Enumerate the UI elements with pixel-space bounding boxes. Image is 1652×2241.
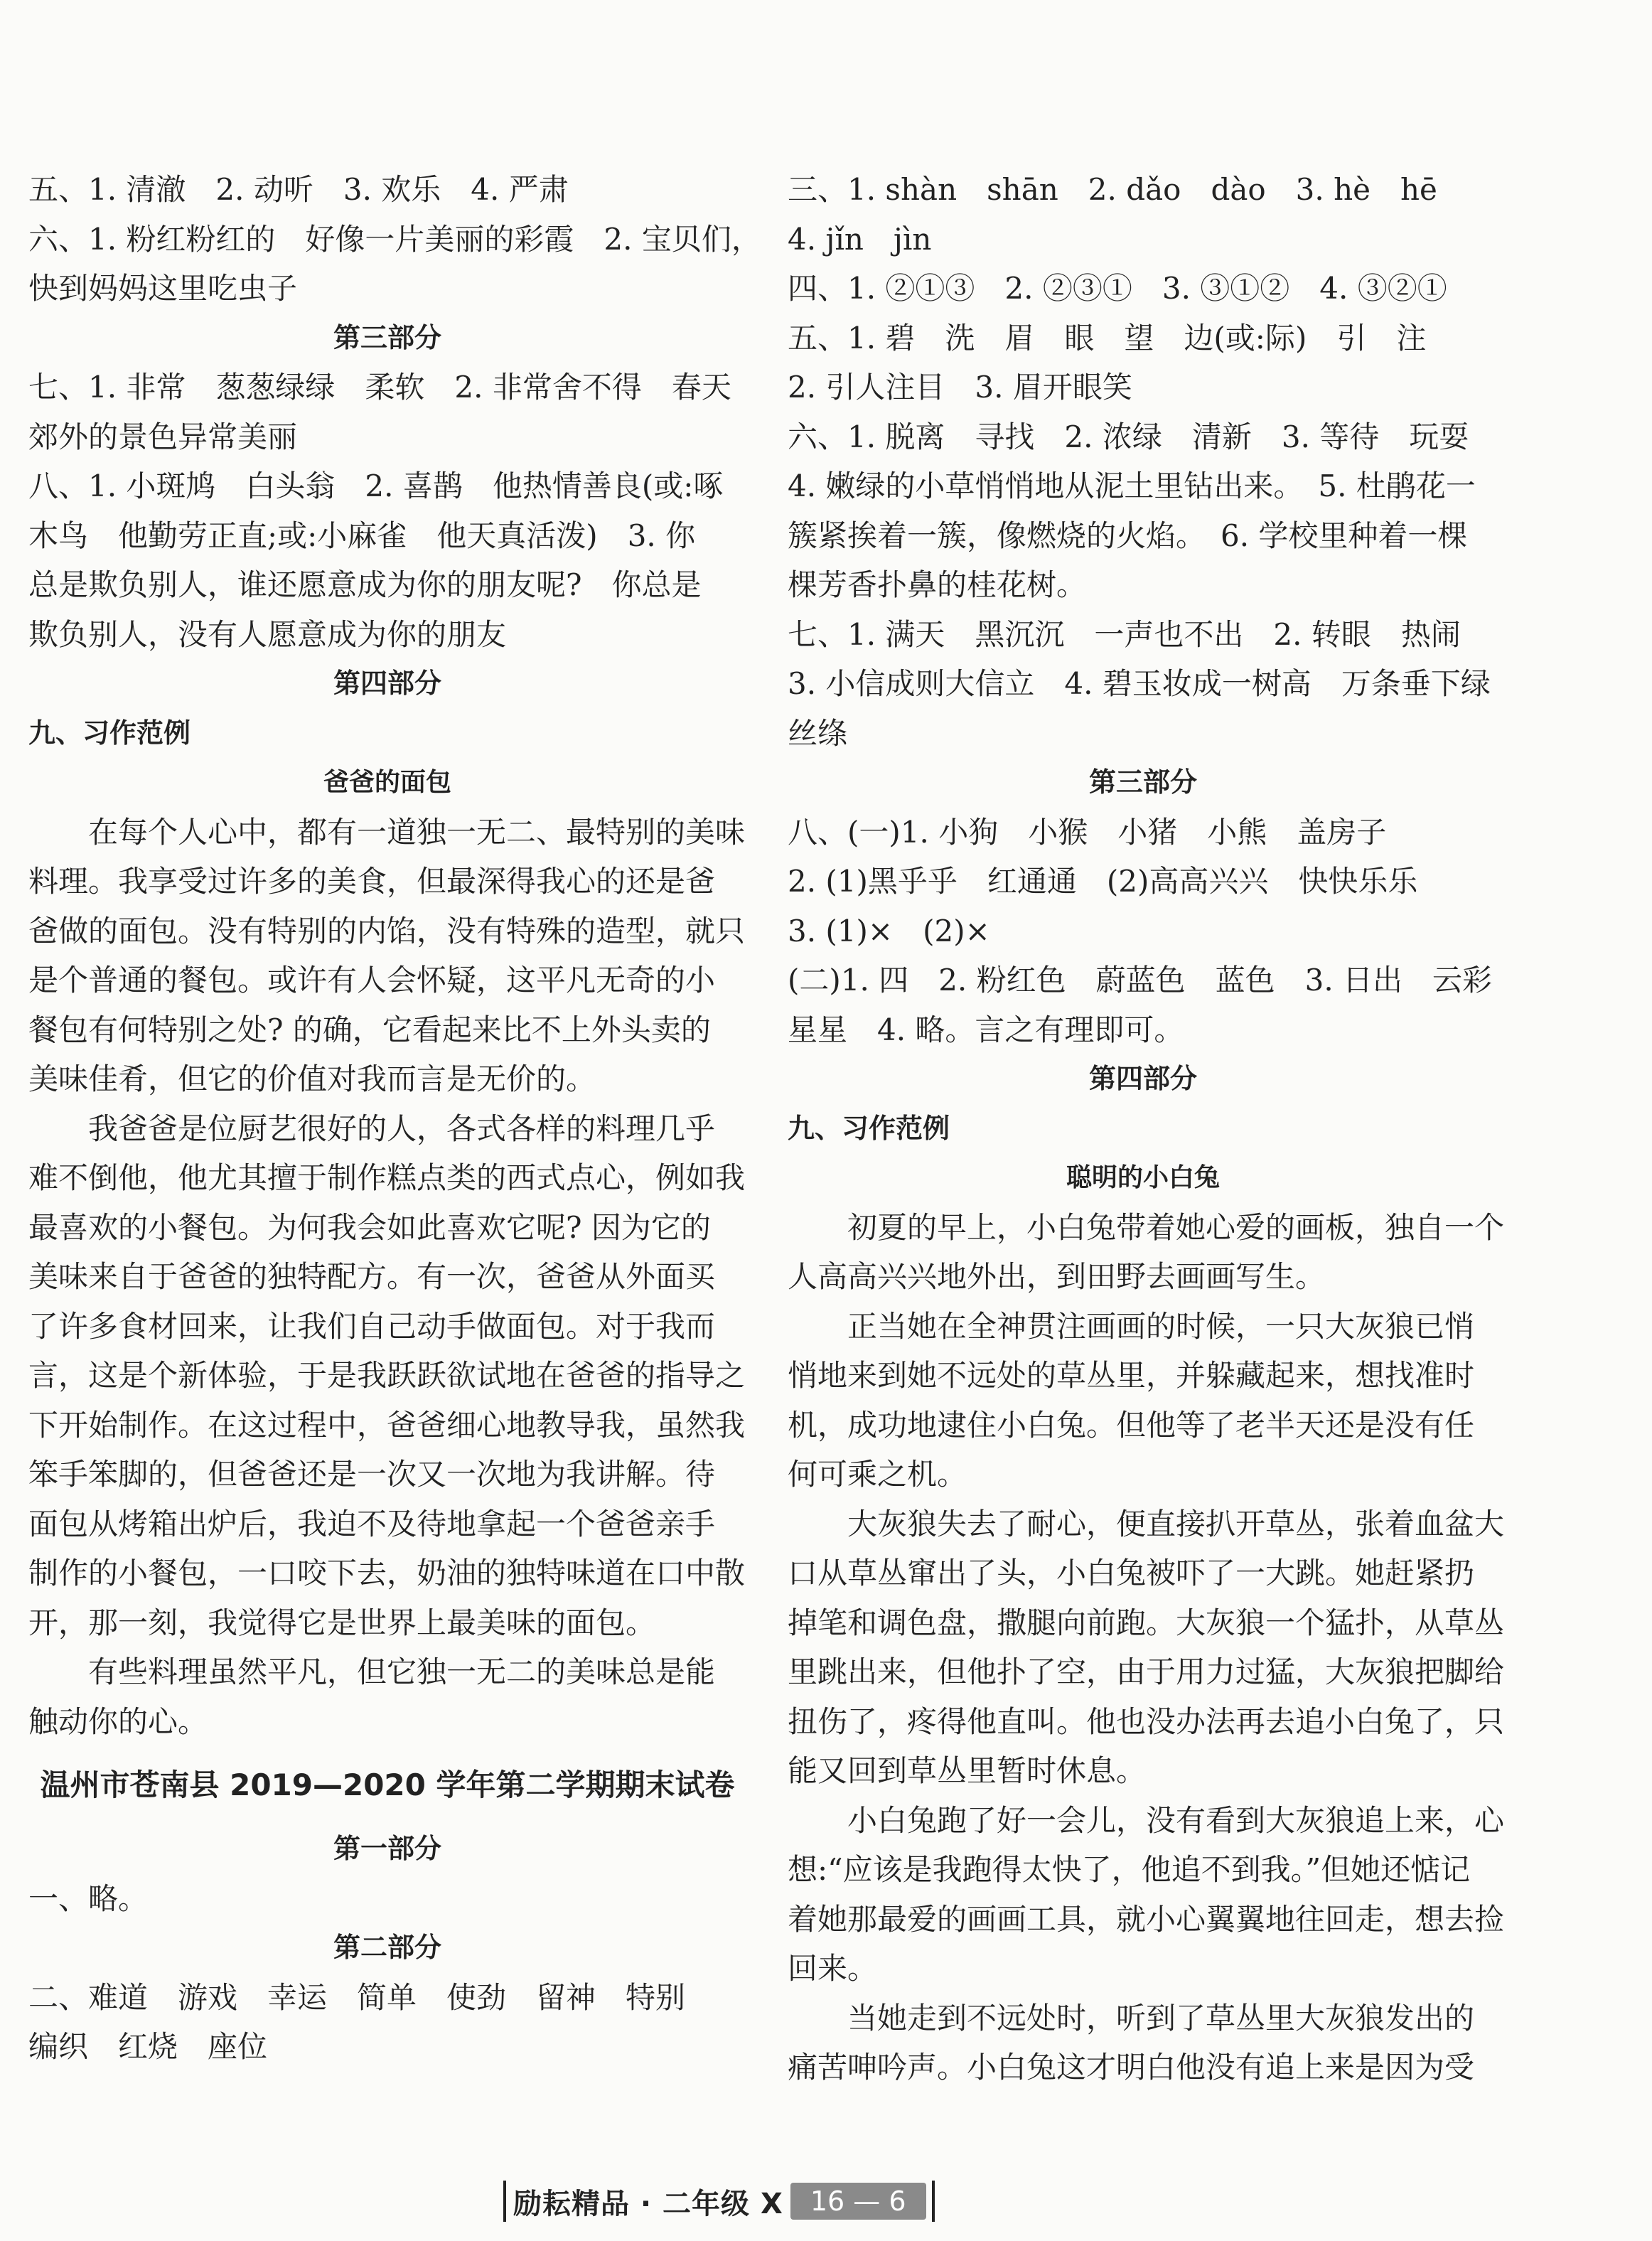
essay-line: 制作的小餐包，一口咬下去，奶油的独特味道在口中散 bbox=[28, 1556, 746, 1590]
answer-line: 快到妈妈这里吃虫子 bbox=[28, 271, 298, 306]
section-heading: 第一部分 bbox=[333, 1833, 441, 1864]
essay-line: 回来。 bbox=[788, 1951, 878, 1986]
essay-line: 掉笔和调色盘，撒腿向前跑。大灰狼一个猛扑，从草丛 bbox=[788, 1605, 1505, 1640]
essay-line: 难不倒他，他尤其擅于制作糕点类的西式点心，例如我 bbox=[28, 1160, 746, 1195]
essay-line: 最喜欢的小餐包。为何我会如此喜欢它呢? 因为它的 bbox=[28, 1209, 711, 1245]
page-footer bbox=[503, 2180, 935, 2223]
essay-line: 餐包有何特别之处? 的确，它看起来比不上外头卖的 bbox=[28, 1012, 711, 1047]
essay-line: 美味佳肴，但它的价值对我而言是无价的。 bbox=[28, 1061, 596, 1096]
answer-line: 棵芳香扑鼻的桂花树。 bbox=[788, 567, 1087, 602]
answer-line: 四、1. ②①③ 2. ②③① 3. ③①② 4. ③②① bbox=[788, 271, 1447, 306]
answer-line: 星星 4. 略。言之有理即可。 bbox=[788, 1012, 1184, 1047]
answer-line: 六、1. 脱离 寻找 2. 浓绿 清新 3. 等待 玩耍 bbox=[788, 419, 1469, 454]
essay-line: 人高高兴兴地外出，到田野去画画写生。 bbox=[788, 1259, 1326, 1294]
answer-line: 五、1. 碧 洗 眉 眼 望 边(或:际) 引 注 bbox=[788, 320, 1427, 355]
essay-line: 美味来自于爸爸的独特配方。有一次，爸爸从外面买 bbox=[28, 1259, 716, 1294]
essay-line: 痛苦呻吟声。小白兔这才明白他没有追上来是因为受 bbox=[788, 2050, 1475, 2085]
answer-line: 3. 小信成则大信立 4. 碧玉妆成一树高 万条垂下绿 bbox=[788, 666, 1491, 701]
essay-line: 里跳出来，但他扑了空，由于用力过猛，大灰狼把脚给 bbox=[788, 1654, 1505, 1689]
answer-line: 3. (1)× (2)× bbox=[788, 913, 990, 948]
answer-line: 一、略。 bbox=[28, 1881, 149, 1916]
essay-line: 触动你的心。 bbox=[28, 1704, 208, 1739]
essay-line: 机，成功地逮住小白兔。但他等了老半天还是没有任 bbox=[788, 1407, 1475, 1443]
essay-line: 小白兔跑了好一会儿，没有看到大灰狼追上来，心 bbox=[788, 1802, 1505, 1838]
essay-line: 言，这是个新体验，于是我跃跃欲试地在爸爸的指导之 bbox=[28, 1358, 746, 1393]
section-heading: 第四部分 bbox=[1088, 1063, 1197, 1094]
answer-line: 七、1. 满天 黑沉沉 一声也不出 2. 转眼 热闹 bbox=[788, 616, 1461, 652]
essay-line: 爸做的面包。没有特别的内馅，没有特殊的造型，就只 bbox=[28, 913, 746, 948]
essay-line: 下开始制作。在这过程中，爸爸细心地教导我，虽然我 bbox=[28, 1407, 746, 1443]
answer-line: 4. jǐn jìn bbox=[788, 221, 932, 257]
answer-line: (二)1. 四 2. 粉红色 蔚蓝色 蓝色 3. 日出 云彩 bbox=[788, 963, 1493, 998]
essay-line: 开，那一刻，我觉得它是世界上最美味的面包。 bbox=[28, 1605, 656, 1640]
essay-title: 爸爸的面包 bbox=[323, 768, 451, 797]
section-heading: 第三部分 bbox=[333, 321, 441, 353]
exam-title: 温州市苍南县 2019—2020 学年第二学期期末试卷 bbox=[40, 1767, 735, 1802]
answer-line: 郊外的景色异常美丽 bbox=[28, 419, 298, 454]
left-column bbox=[28, 165, 761, 2072]
answer-line: 八、(一)1. 小狗 小猴 小猪 小熊 盖房子 bbox=[788, 814, 1387, 850]
question-label: 九、习作范例 bbox=[788, 1112, 950, 1144]
answer-line: 2. (1)黑乎乎 红通通 (2)高高兴兴 快快乐乐 bbox=[788, 864, 1418, 899]
answer-line: 簇紧挨着一簇，像燃烧的火焰。 6. 学校里种着一棵 bbox=[788, 518, 1468, 553]
essay-line: 何可乘之机。 bbox=[788, 1457, 967, 1492]
essay-line: 有些料理虽然平凡，但它独一无二的美味总是能 bbox=[28, 1654, 716, 1689]
answer-line: 八、1. 小斑鸠 白头翁 2. 喜鹊 他热情善良(或:啄 bbox=[28, 469, 724, 503]
essay-line: 料理。我享受过许多的美食，但最深得我心的还是爸 bbox=[28, 864, 716, 899]
essay-line: 悄地来到她不远处的草丛里，并躲藏起来，想找准时 bbox=[788, 1358, 1475, 1393]
essay-line: 口从草丛窜出了头，小白兔被吓了一大跳。她赶紧扔 bbox=[788, 1556, 1475, 1590]
answer-line: 六、1. 粉红粉红的 好像一片美丽的彩霞 2. 宝贝们， bbox=[28, 221, 761, 257]
essay-line: 了许多食材回来，让我们自己动手做面包。对于我而 bbox=[28, 1308, 716, 1344]
answer-line: 木鸟 他勤劳正直;或:小麻雀 他天真活泼) 3. 你 bbox=[28, 518, 696, 553]
answer-line: 三、1. shàn shān 2. dǎo dào 3. hè hē bbox=[788, 172, 1437, 207]
section-heading: 第三部分 bbox=[1088, 766, 1197, 798]
essay-line: 正当她在全神贯注画画的时候，一只大灰狼已悄 bbox=[788, 1308, 1475, 1344]
essay-line: 是个普通的餐包。或许有人会怀疑，这平凡无奇的小 bbox=[28, 963, 716, 998]
right-column bbox=[788, 165, 1505, 2092]
section-heading: 第四部分 bbox=[333, 668, 441, 699]
essay-line: 初夏的早上，小白兔带着她心爱的画板，独自一个 bbox=[788, 1209, 1505, 1245]
answer-line: 编织 红烧 座位 bbox=[28, 2029, 268, 2064]
essay-line: 扭伤了，疼得他直叫。他也没办法再去追小白兔了，只 bbox=[788, 1704, 1505, 1739]
essay-line: 大灰狼失去了耐心，便直接扒开草丛，张着血盆大 bbox=[788, 1506, 1505, 1541]
essay-line: 当她走到不远处时，听到了草丛里大灰狼发出的 bbox=[788, 2000, 1475, 2036]
answer-line: 欺负别人，没有人愿意成为你的朋友 bbox=[28, 616, 507, 652]
answer-line: 二、难道 游戏 幸运 简单 使劲 留神 特别 bbox=[28, 1979, 686, 2015]
essay-line: 能又回到草丛里暂时休息。 bbox=[788, 1753, 1147, 1788]
answer-line: 五、1. 清澈 2. 动听 3. 欢乐 4. 严肃 bbox=[28, 172, 569, 207]
essay-line: 想:“应该是我跑得太快了，他追不到我。”但她还惦记 bbox=[788, 1852, 1471, 1887]
answer-line: 总是欺负别人，谁还愿意成为你的朋友呢? 你总是 bbox=[28, 567, 702, 602]
essay-line: 在每个人心中，都有一道独一无二、最特别的美味 bbox=[28, 814, 746, 850]
essay-line: 笨手笨脚的，但爸爸还是一次又一次地为我讲解。待 bbox=[28, 1457, 716, 1492]
question-label: 九、习作范例 bbox=[28, 717, 191, 749]
answer-line: 4. 嫩绿的小草悄悄地从泥土里钻出来。 5. 杜鹃花一 bbox=[788, 469, 1476, 503]
section-heading: 第二部分 bbox=[333, 1932, 441, 1963]
answer-line: 丝绦 bbox=[788, 715, 848, 751]
essay-title: 聪明的小白兔 bbox=[1066, 1163, 1220, 1192]
footer-divider bbox=[932, 2181, 935, 2222]
essay-line: 我爸爸是位厨艺很好的人，各式各样的料理几乎 bbox=[28, 1111, 716, 1146]
answer-line: 七、1. 非常 葱葱绿绿 柔软 2. 非常舍不得 春天 bbox=[28, 370, 731, 405]
answer-line: 2. 引人注目 3. 眉开眼笑 bbox=[788, 370, 1132, 405]
page-number: 16 — 6 bbox=[790, 2183, 926, 2220]
footer-brand: 励耘精品 · 二年级 X bbox=[513, 2187, 783, 2220]
essay-line: 着她那最爱的画画工具，就小心翼翼地往回走，想去捡 bbox=[788, 1901, 1505, 1937]
essay-line: 面包从烤箱出炉后，我迫不及待地拿起一个爸爸亲手 bbox=[28, 1506, 716, 1541]
